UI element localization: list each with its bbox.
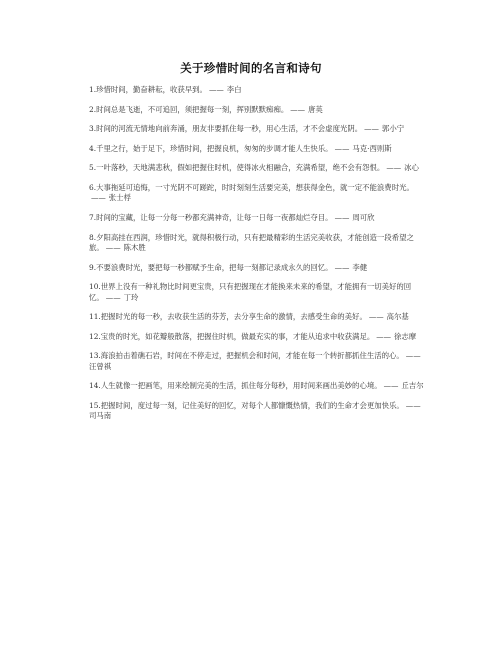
quote-dash: ——: [105, 242, 121, 252]
quote-number: 12.: [89, 331, 101, 341]
quote-text: 千里之行，始于足下，珍惜时间，把握良机，匆匆的步调才能人生快乐。: [96, 143, 333, 153]
quote-author: 李白: [226, 85, 242, 94]
quote-text: 夕阳高挂在西润，珍惜时光，就得积极行动，只有把最精彩的生活完美收获，才能创造一段希望之旅。: [89, 232, 414, 252]
quote-item: [89, 144, 424, 154]
quote-number: 7.: [89, 212, 97, 222]
quote-text: 人生就像一把画笔，用来绘制完美的生活，抓住每分每秒，用时间来画出美妙的心境。: [100, 381, 382, 391]
quote-author: 周可欣: [352, 212, 375, 222]
quote-item: [89, 381, 424, 391]
quote-item: [89, 85, 424, 95]
quote-number: 9.: [89, 262, 97, 272]
quote-number: 4.: [89, 143, 97, 153]
quote-author: 司马南: [89, 411, 112, 421]
quote-text: 时间的宝藏，让每一分每一秒都充满神奇，让每一日每一夜都灿烂夺目。: [96, 212, 333, 222]
quote-dash: ——: [386, 163, 402, 173]
quote-number: 5.: [89, 163, 97, 173]
quote-author: 高尔基: [386, 312, 409, 322]
quote-author: 郭小宁: [381, 124, 405, 134]
quote-dash: ——: [105, 292, 121, 302]
quote-text: 宝贵的时光，如花瓣般散落，把握住时机，做最充实的事，才能从追求中收获满足。: [100, 331, 375, 341]
quote-author: 汪曾祺: [89, 361, 112, 371]
quote-item: [89, 351, 424, 372]
quote-author: 陈木胜: [123, 242, 146, 252]
quote-item: [89, 312, 424, 322]
quote-number: 15.: [89, 400, 101, 410]
quote-text: 时间的河流无情地向前奔涌，朋友非要抓住每一秒，用心生活，才不会虚度光阴。: [96, 124, 363, 134]
quote-text: 把握时光的每一秒，去收获生活的芬芳，去分享生命的激情，去感受生命的美好。: [100, 312, 367, 322]
quote-dash: ——: [376, 331, 392, 341]
quote-dash: ——: [405, 400, 421, 410]
quote-dash: ——: [364, 124, 379, 134]
quote-text: 海浪拍击着礁石岩，时间在不停走过，把握机会和时间，才能在每一个转折都抓住生活的心。: [100, 351, 404, 361]
quote-dash: ——: [334, 262, 350, 272]
document-title: 关于珍惜时间的名言和诗句: [180, 61, 322, 75]
quote-dash: ——: [290, 104, 306, 114]
quote-dash: ——: [383, 381, 399, 391]
quote-dash: ——: [368, 312, 384, 322]
quote-number: 14.: [89, 381, 101, 391]
quote-author: 丘吉尔: [401, 381, 424, 391]
quote-item: [89, 213, 424, 223]
quote-number: 11.: [89, 312, 101, 322]
quote-item: [89, 183, 424, 204]
quote-number: 2.: [89, 104, 97, 114]
quote-author: 冰心: [404, 163, 419, 173]
quote-text: 不要浪费时光，要把每一秒都赋予生命，把每一刻都记录成永久的回忆。: [96, 262, 333, 272]
quote-number: 1.: [89, 85, 97, 94]
quote-item: [89, 401, 424, 422]
quote-item: [89, 163, 424, 173]
quote-item: [89, 124, 424, 134]
quote-author: 马克·西则斯: [352, 143, 392, 153]
quote-item: [89, 233, 424, 254]
quote-text: 世界上没有一种礼物比时间更宝贵，只有把握现在才能换来未来的希望，才能拥有一切美好的回忆。: [89, 282, 412, 302]
quote-author: 唐英: [308, 104, 323, 114]
quote-number: 6.: [89, 182, 97, 192]
quote-author: 李健: [352, 262, 368, 272]
quote-number: 3.: [89, 124, 97, 134]
quote-dash: ——: [334, 143, 350, 153]
quote-text: 大事拖延可追悔，一寸光阴不可蹉跎，时时刻刻生活要完美，想获得金色，就一定不能浪费时光。: [96, 182, 414, 192]
quote-dash: ——: [208, 85, 224, 94]
quote-number: 8.: [89, 232, 97, 242]
quote-list: [89, 85, 424, 431]
quote-dash: ——: [405, 351, 421, 361]
quote-item: [89, 282, 424, 303]
quote-author: 徐志摩: [394, 331, 417, 341]
quote-number: 13.: [89, 351, 101, 361]
quote-dash: ——: [91, 193, 106, 203]
quote-text: 把握时间，度过每一刻，记住美好的回忆，对每个人都慷慨热情，我们的生命才会更加快乐。: [100, 400, 404, 410]
quote-item: [89, 105, 424, 115]
quote-text: 时间总是飞逝，不可追回，须把握每一刻，挥别默默痴痴。: [96, 104, 289, 114]
quote-dash: ——: [334, 212, 350, 222]
quote-number: 10.: [89, 282, 101, 292]
quote-item: [89, 263, 424, 273]
quote-text: 珍惜时间，勤奋耕耘，收获早到。: [96, 85, 207, 94]
quote-item: [89, 332, 424, 342]
quote-author: 张士桴: [108, 193, 131, 203]
quote-text: 一叶落秒，天地满悲秋，假如把握住时机，使得冰火相融合，充满希望，绝不会有怨恨。: [96, 163, 385, 173]
quote-author: 丁玲: [123, 292, 139, 302]
